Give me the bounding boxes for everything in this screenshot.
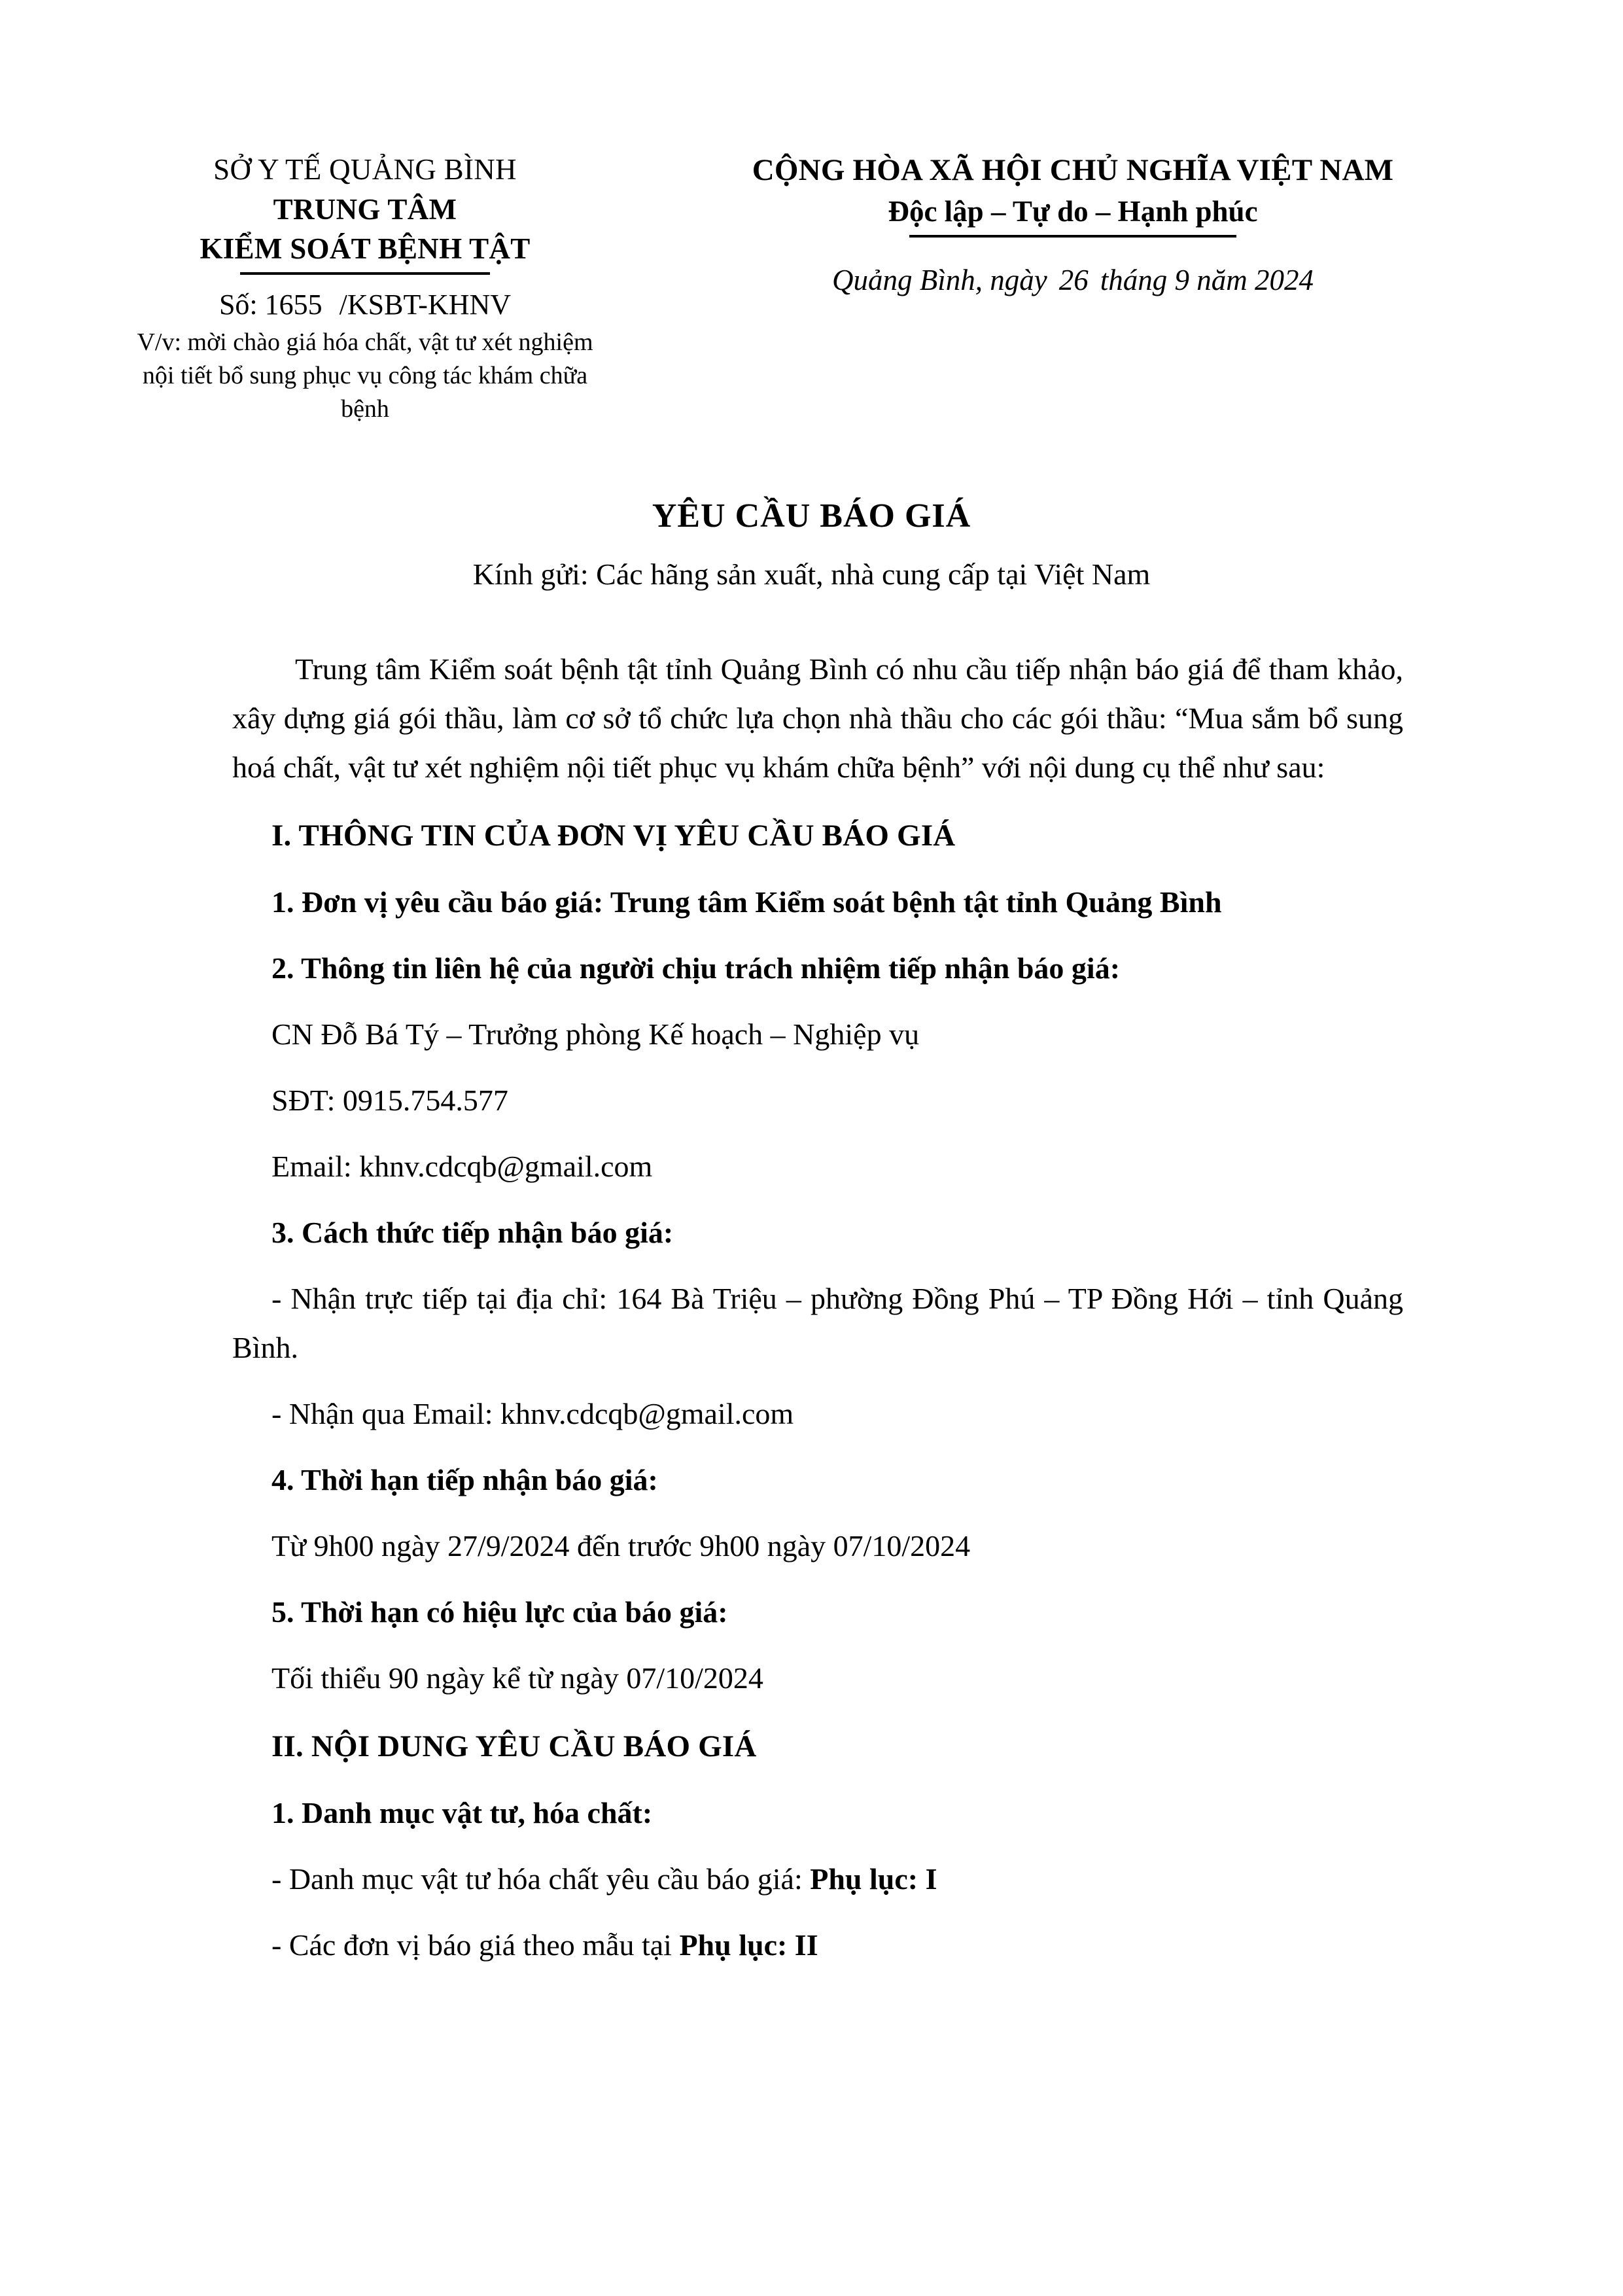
item-4-deadline-value: Từ 9h00 ngày 27/9/2024 đến trước 9h00 ngày 07/10/2024 xyxy=(271,1529,971,1563)
provincial-health-department-name: SỞ Y TẾ QUẢNG BÌNH xyxy=(213,153,517,186)
document-number-suffix: /KSBT-KHNV xyxy=(339,289,512,321)
appendix-ii-lead-text: - Các đơn vị báo giá theo mẫu tại xyxy=(271,1928,680,1962)
header-divider-left xyxy=(240,272,490,275)
appendix-i-lead-text: - Danh mục vật tư hóa chất yêu cầu báo giá: xyxy=(271,1862,811,1896)
item-ii-1-bullet-appendix-ii xyxy=(232,1920,1403,1969)
appendix-ii-reference: Phụ lục: II xyxy=(679,1928,818,1962)
item-5-validity-value: Tối thiểu 90 ngày kể từ ngày 07/10/2024 xyxy=(271,1661,763,1695)
document-number xyxy=(116,284,614,326)
item-1-requesting-unit: 1. Đơn vị yêu cầu báo giá: Trung tâm Kiểm soát bệnh tật tỉnh Quảng Bình xyxy=(271,885,1222,919)
section-heading-i: I. THÔNG TIN CỦA ĐƠN VỊ YÊU CẦU BÁO GIÁ xyxy=(271,819,956,853)
document-subject: V/v: mời chào giá hóa chất, vật tư xét nghiệm nội tiết bổ sung phục vụ công tác khám chữa bệnh xyxy=(137,328,593,423)
contact-person-name: CN Đỗ Bá Tý – Trưởng phòng Kế hoạch – Nghiệp vụ xyxy=(271,1017,920,1051)
section-heading-ii: II. NỘI DUNG YÊU CẦU BÁO GIÁ xyxy=(271,1729,757,1763)
center-name: KIỂM SOÁT BỆNH TẬT xyxy=(200,232,531,265)
place-date-prefix: Quảng Bình, ngày xyxy=(832,264,1047,296)
contact-phone: SĐT: 0915.754.577 xyxy=(271,1084,508,1117)
item-3-bullet-address: - Nhận trực tiếp tại địa chỉ: 164 Bà Triệu – phường Đồng Phú – TP Đồng Hới – tỉnh Quảng Bình. xyxy=(232,1282,1403,1364)
center-label: TRUNG TÂM xyxy=(273,193,457,226)
header-divider-right xyxy=(909,235,1236,238)
item-5-validity-heading: 5. Thời hạn có hiệu lực của báo giá: xyxy=(271,1595,728,1629)
recipient-line: Kính gửi: Các hãng sản xuất, nhà cung cấp tại Việt Nam xyxy=(472,557,1151,591)
item-ii-1-bullet-appendix-i xyxy=(232,1854,1403,1903)
item-ii-1-materials-heading: 1. Danh mục vật tư, hóa chất: xyxy=(271,1796,653,1829)
document-header xyxy=(0,149,1623,450)
country-name: CỘNG HÒA XÃ HỘI CHỦ NGHĨA VIỆT NAM xyxy=(752,153,1394,187)
document-body xyxy=(232,645,1403,1969)
page-title: YÊU CẦU BÁO GIÁ xyxy=(652,497,971,535)
place-date-month-year: tháng 9 năm 2024 xyxy=(1100,264,1314,296)
appendix-i-reference: Phụ lục: I xyxy=(810,1862,937,1896)
item-3-bullet-email: - Nhận qua Email: khnv.cdcqb@gmail.com xyxy=(271,1397,794,1430)
intro-paragraph: Trung tâm Kiểm soát bệnh tật tỉnh Quảng Bình có nhu cầu tiếp nhận báo giá để tham khảo, xây dựng giá gói thầu, làm cơ sở tổ chức lựa chọn nhà thầu cho các gói thầu: “Mua sắm bổ sung hoá chất, vật tư xét nghiệm nội tiết phục vụ khám chữa bệnh” với nội dung cụ thể như sau: xyxy=(232,652,1403,784)
place-date-day: 26 xyxy=(1058,264,1089,296)
national-motto: Độc lập – Tự do – Hạnh phúc xyxy=(888,195,1258,228)
item-4-deadline-heading: 4. Thời hạn tiếp nhận báo giá: xyxy=(271,1463,658,1496)
item-3-submission-method-heading: 3. Cách thức tiếp nhận báo giá: xyxy=(271,1216,674,1249)
document-number-prefix: Số: 1655 xyxy=(218,289,323,321)
contact-email: Email: khnv.cdcqb@gmail.com xyxy=(271,1150,653,1183)
place-and-date xyxy=(661,260,1485,300)
national-heading-block xyxy=(661,149,1485,300)
title-block xyxy=(0,493,1623,595)
issuing-authority-block xyxy=(116,149,614,426)
item-2-contact-heading: 2. Thông tin liên hệ của người chịu trách nhiệm tiếp nhận báo giá: xyxy=(271,951,1121,985)
